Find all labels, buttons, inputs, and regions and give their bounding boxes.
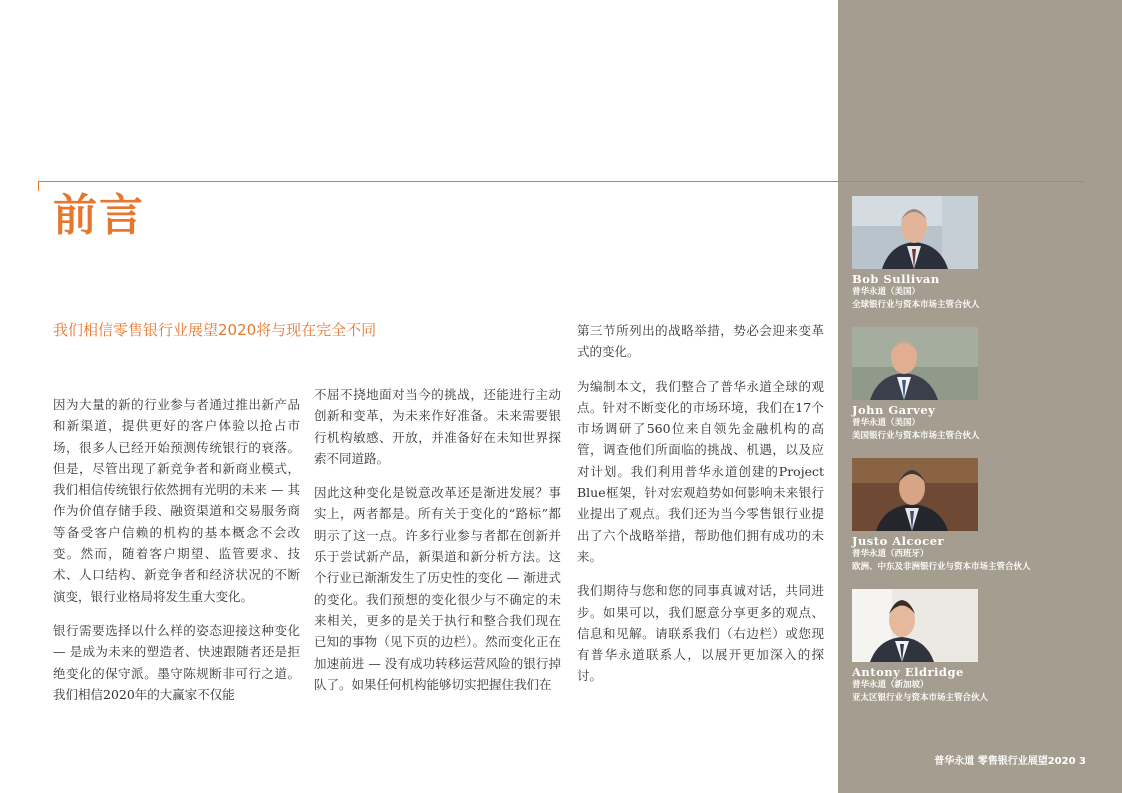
contact-card <box>852 196 1092 312</box>
portrait-photo <box>852 327 978 400</box>
header-rule <box>38 181 1084 182</box>
portrait-photo <box>852 458 978 531</box>
paragraph: 不屈不挠地面对当今的挑战，还能进行主动创新和变革，为未来作好准备。未来需要银行机构敏感、开放，并准备好在未知世界探索不同道路。 <box>314 387 561 466</box>
contact-card <box>852 327 1092 443</box>
person-firm: 普华永道（西班牙） <box>852 549 929 559</box>
person-name: Antony Eldridge <box>852 665 964 679</box>
paragraph: 银行需要选择以什么样的姿态迎接这种变化 — 是成为未来的塑造者、快速跟随者还是拒绝变化的保守派。墨守陈规断非可行之道。我们相信2020年的大赢家不仅能 <box>53 622 300 702</box>
paragraph: 为编制本文，我们整合了普华永道全球的观点。针对不断变化的市场环境，我们在17个市场调研了560位来自领先金融机构的高管，调查他们所面临的挑战、机遇，以及应对计划。我们利用普华永道创建的Project Blue框架，针对宏观趋势如何影响未来银行业提出了观点。我们还为当今零售银行业提出了六个战略举措，帮助他们拥有成功的未来。 <box>577 378 824 564</box>
person-name: John Garvey <box>852 403 936 417</box>
person-firm: 普华永道（美国） <box>852 418 921 428</box>
page-footer: 普华永道 零售银行业展望2020 3 <box>934 756 1086 767</box>
person-name: Justo Alcocer <box>852 534 945 548</box>
person-name: Bob Sullivan <box>852 272 940 286</box>
portrait-photo <box>852 196 978 269</box>
paragraph: 因为大量的新的行业参与者通过推出新产品和新渠道，提供更好的客户体验以抢占市场，很多人已经开始预测传统银行的衰落。但是，尽管出现了新竞争者和新商业模式，我们相信传统银行依然拥有光明的未来 — 其作为价值存储手段、融资渠道和交易服务商等备受客户信赖的机构的基本概念不会改变。然而，随着客户期望、监管要求、技术、人口结构、新竞争者和经济状况的不断演变，银行业格局将发生重大变化。 <box>53 397 300 604</box>
header-rule-tick <box>38 181 39 191</box>
person-role: 美国银行业与资本市场主管合伙人 <box>852 431 980 441</box>
paragraph: 因此这种变化是锐意改革还是渐进发展？事实上，两者都是。所有关于变化的“路标”都明示了这一点。许多行业参与者都在创新并乐于尝试新产品，新渠道和新分析方法。这个行业已渐渐发生了历史性的变化 — 渐进式的变化。我们预想的变化很少与不确定的未来相关，更多的是关于执行和整合我们现在已知的事物（见下页的边栏）。然而变化正在加速前进 — 没有成功转移运营风险的银行掉队了。如果任何机构能够切实把握住我们在 <box>314 485 561 692</box>
page-subtitle: 我们相信零售银行业展望2020将与现在完全不同 <box>53 321 377 339</box>
portrait-photo <box>852 589 978 662</box>
paragraph: 我们期待与您和您的同事真诚对话，共同进步。如果可以，我们愿意分享更多的观点、信息和见解。请联系我们（右边栏）或您现有普华永道联系人，以展开更加深入的探讨。 <box>577 583 824 684</box>
person-role: 亚太区银行业与资本市场主管合伙人 <box>852 693 989 703</box>
contact-card <box>852 458 1092 574</box>
person-role: 欧洲、中东及非洲银行业与资本市场主管合伙人 <box>852 562 1031 572</box>
contact-card <box>852 589 1092 705</box>
text-column-1 <box>53 394 300 718</box>
person-role: 全球银行业与资本市场主管合伙人 <box>852 300 980 310</box>
person-firm: 普华永道（新加坡） <box>852 680 929 690</box>
text-column-3 <box>577 320 824 700</box>
person-firm: 普华永道（美国） <box>852 287 921 297</box>
paragraph: 第三节所列出的战略举措，势必会迎来变革式的变化。 <box>577 323 824 360</box>
page-title: 前言 <box>53 190 145 241</box>
text-column-2 <box>314 384 561 708</box>
